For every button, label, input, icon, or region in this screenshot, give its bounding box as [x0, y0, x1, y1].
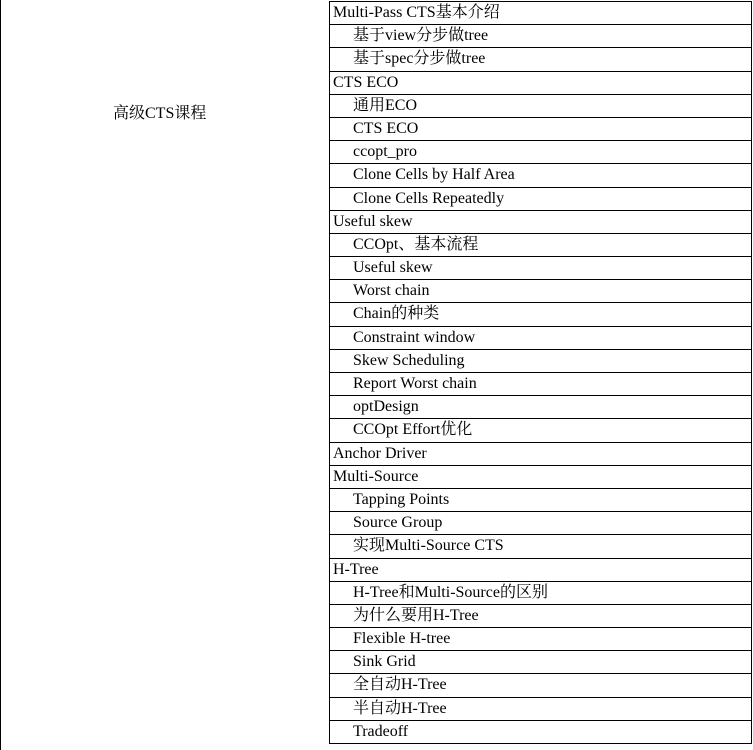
subtopic-cell[interactable]: CTS ECO: [330, 118, 752, 141]
subtopic-cell[interactable]: 半自动H-Tree: [330, 698, 752, 721]
subtopic-cell[interactable]: Skew Scheduling: [330, 350, 752, 373]
subtopic-cell[interactable]: Constraint window: [330, 327, 752, 350]
subtopic-cell[interactable]: 基于spec分步做tree: [330, 48, 752, 71]
course-title: 高级CTS课程: [113, 105, 207, 122]
subtopic-cell[interactable]: ccopt_pro: [330, 141, 752, 164]
subtopic-cell[interactable]: Chain的种类: [330, 303, 752, 326]
subtopic-cell[interactable]: 全自动H-Tree: [330, 674, 752, 697]
subtopic-cell[interactable]: 通用ECO: [330, 95, 752, 118]
subtopic-cell[interactable]: 实现Multi-Source CTS: [330, 535, 752, 558]
topic-cell[interactable]: Multi-Pass CTS基本介绍: [330, 2, 752, 25]
subtopic-cell[interactable]: Clone Cells by Half Area: [330, 164, 752, 187]
subtopic-cell[interactable]: Useful skew: [330, 257, 752, 280]
subtopic-cell[interactable]: Source Group: [330, 512, 752, 535]
subtopic-cell[interactable]: Sink Grid: [330, 651, 752, 674]
merged-cell-course[interactable]: [0, 0, 329, 750]
subtopic-cell[interactable]: optDesign: [330, 396, 752, 419]
subtopic-cell[interactable]: Report Worst chain: [330, 373, 752, 396]
subtopic-cell[interactable]: Flexible H-tree: [330, 628, 752, 651]
subtopic-cell[interactable]: 为什么要用H-Tree: [330, 605, 752, 628]
topic-cell[interactable]: Useful skew: [330, 211, 752, 234]
subtopic-cell[interactable]: Tapping Points: [330, 489, 752, 512]
topic-list: [329, 1, 752, 744]
subtopic-cell[interactable]: Clone Cells Repeatedly: [330, 188, 752, 211]
topic-cell[interactable]: Anchor Driver: [330, 443, 752, 466]
topic-cell[interactable]: CTS ECO: [330, 72, 752, 95]
subtopic-cell[interactable]: Worst chain: [330, 280, 752, 303]
subtopic-cell[interactable]: CCOpt、基本流程: [330, 234, 752, 257]
topic-cell[interactable]: H-Tree: [330, 559, 752, 582]
subtopic-cell[interactable]: CCOpt Effort优化: [330, 419, 752, 442]
subtopic-cell[interactable]: Tradeoff: [330, 721, 752, 744]
subtopic-cell[interactable]: 基于view分步做tree: [330, 25, 752, 48]
subtopic-cell[interactable]: H-Tree和Multi-Source的区别: [330, 582, 752, 605]
topic-cell[interactable]: Multi-Source: [330, 466, 752, 489]
